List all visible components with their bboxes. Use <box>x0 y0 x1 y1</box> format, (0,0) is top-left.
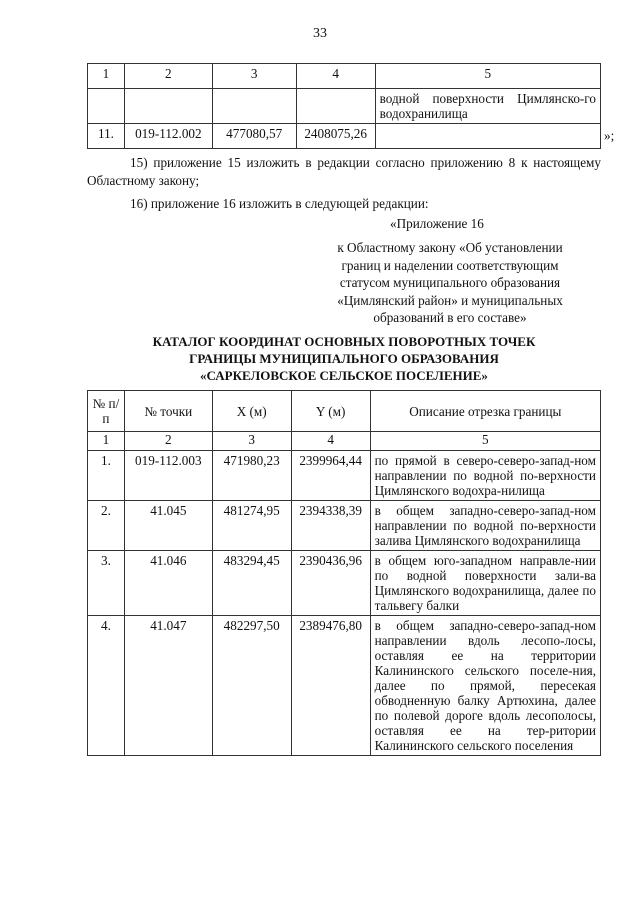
x-coordinate: 481274,95 <box>212 501 291 551</box>
x-coordinate: 482297,50 <box>212 616 291 756</box>
paragraph-16 <box>87 195 601 213</box>
column-number: 3 <box>212 432 291 451</box>
header-y: Y (м) <box>291 391 370 432</box>
page-number: 33 <box>313 26 327 41</box>
boundary-description: в общем западно-северо-запад-ном направлении по водной по-верхности залива Цимлянского водохранилища <box>370 501 600 551</box>
boundary-description: по прямой в северо-северо-запад-ном направлении по водной по-верхности Цимлянского водохра-нилища <box>370 451 600 501</box>
table-cell <box>124 89 212 124</box>
table-header-row <box>88 391 601 432</box>
table-row <box>88 124 601 149</box>
row-index: 11. <box>88 124 125 149</box>
column-number: 5 <box>370 432 600 451</box>
table-cell <box>212 89 296 124</box>
appendix-title: «Приложение 16 <box>390 216 484 231</box>
y-coordinate: 2389476,80 <box>291 616 370 756</box>
closing-quote: »; <box>604 128 615 143</box>
paragraph-text: 16) приложение 16 изложить в следующей редакции: <box>130 196 429 211</box>
paragraph-15 <box>87 154 601 190</box>
column-number: 1 <box>88 432 125 451</box>
boundary-description <box>375 124 600 149</box>
table-header-row <box>88 64 601 89</box>
column-number: 4 <box>296 64 375 89</box>
column-number: 5 <box>375 64 600 89</box>
x-coordinate: 471980,23 <box>212 451 291 501</box>
column-number: 3 <box>212 64 296 89</box>
header-row-number: № п/п <box>88 391 125 432</box>
appendix-address <box>300 239 600 327</box>
point-number: 019-112.003 <box>124 451 212 501</box>
table-cell <box>88 89 125 124</box>
row-index: 2. <box>88 501 125 551</box>
boundary-description: водной поверхности Цимлянско-го водохранилища <box>375 89 600 124</box>
column-number: 1 <box>88 64 125 89</box>
table-number-row <box>88 432 601 451</box>
catalog-title-line: «САРКЕЛОВСКОЕ СЕЛЬСКОЕ ПОСЕЛЕНИЕ» <box>200 368 488 383</box>
row-index: 3. <box>88 551 125 616</box>
row-index: 4. <box>88 616 125 756</box>
point-number: 41.047 <box>124 616 212 756</box>
header-x: X (м) <box>212 391 291 432</box>
header-point-number: № точки <box>124 391 212 432</box>
point-number: 41.045 <box>124 501 212 551</box>
catalog-title <box>87 333 601 384</box>
header-description: Описание отрезка границы <box>370 391 600 432</box>
table-continuation <box>87 63 601 149</box>
table-row <box>88 501 601 551</box>
table-row <box>88 89 601 124</box>
table-row <box>88 451 601 501</box>
appendix-line: к Областному закону «Об установлении <box>337 240 563 255</box>
catalog-title-line: ГРАНИЦЫ МУНИЦИПАЛЬНОГО ОБРАЗОВАНИЯ <box>189 351 499 366</box>
row-index: 1. <box>88 451 125 501</box>
table-cell <box>296 89 375 124</box>
boundary-description: в общем западно-северо-запад-ном направлении вдоль лесопо-лосы, оставляя ее на территории Калининского сельского поселе-ния, далее по прямой, пересекая обводненную балку Артюхина, далее по полевой дороге вдоль лесополосы, оставляя ее на тер-ритории Калининского сельского поселения <box>370 616 600 756</box>
y-coordinate: 2408075,26 <box>296 124 375 149</box>
x-coordinate: 477080,57 <box>212 124 296 149</box>
column-number: 2 <box>124 432 212 451</box>
appendix-line: образований в его составе» <box>373 310 527 325</box>
table-row <box>88 551 601 616</box>
point-number: 41.046 <box>124 551 212 616</box>
y-coordinate: 2399964,44 <box>291 451 370 501</box>
point-number: 019-112.002 <box>124 124 212 149</box>
x-coordinate: 483294,45 <box>212 551 291 616</box>
table-row <box>88 616 601 756</box>
appendix-line: границ и наделении соответствующим <box>341 257 559 273</box>
y-coordinate: 2390436,96 <box>291 551 370 616</box>
boundary-description: в общем юго-западном направле-нии по водной поверхности зали-ва Цимлянского водохранилища, далее по тальвегу балки <box>370 551 600 616</box>
appendix-line: «Цимлянский район» и муниципальных <box>337 292 563 308</box>
catalog-title-line: КАТАЛОГ КООРДИНАТ ОСНОВНЫХ ПОВОРОТНЫХ ТОЧЕК <box>152 334 536 349</box>
paragraph-text: 15) приложение 15 изложить в редакции согласно приложению 8 к настоящему Областному закону; <box>87 155 601 188</box>
appendix-line: статусом муниципального образования <box>339 275 561 290</box>
column-number: 2 <box>124 64 212 89</box>
coordinates-table <box>87 390 601 756</box>
column-number: 4 <box>291 432 370 451</box>
y-coordinate: 2394338,39 <box>291 501 370 551</box>
